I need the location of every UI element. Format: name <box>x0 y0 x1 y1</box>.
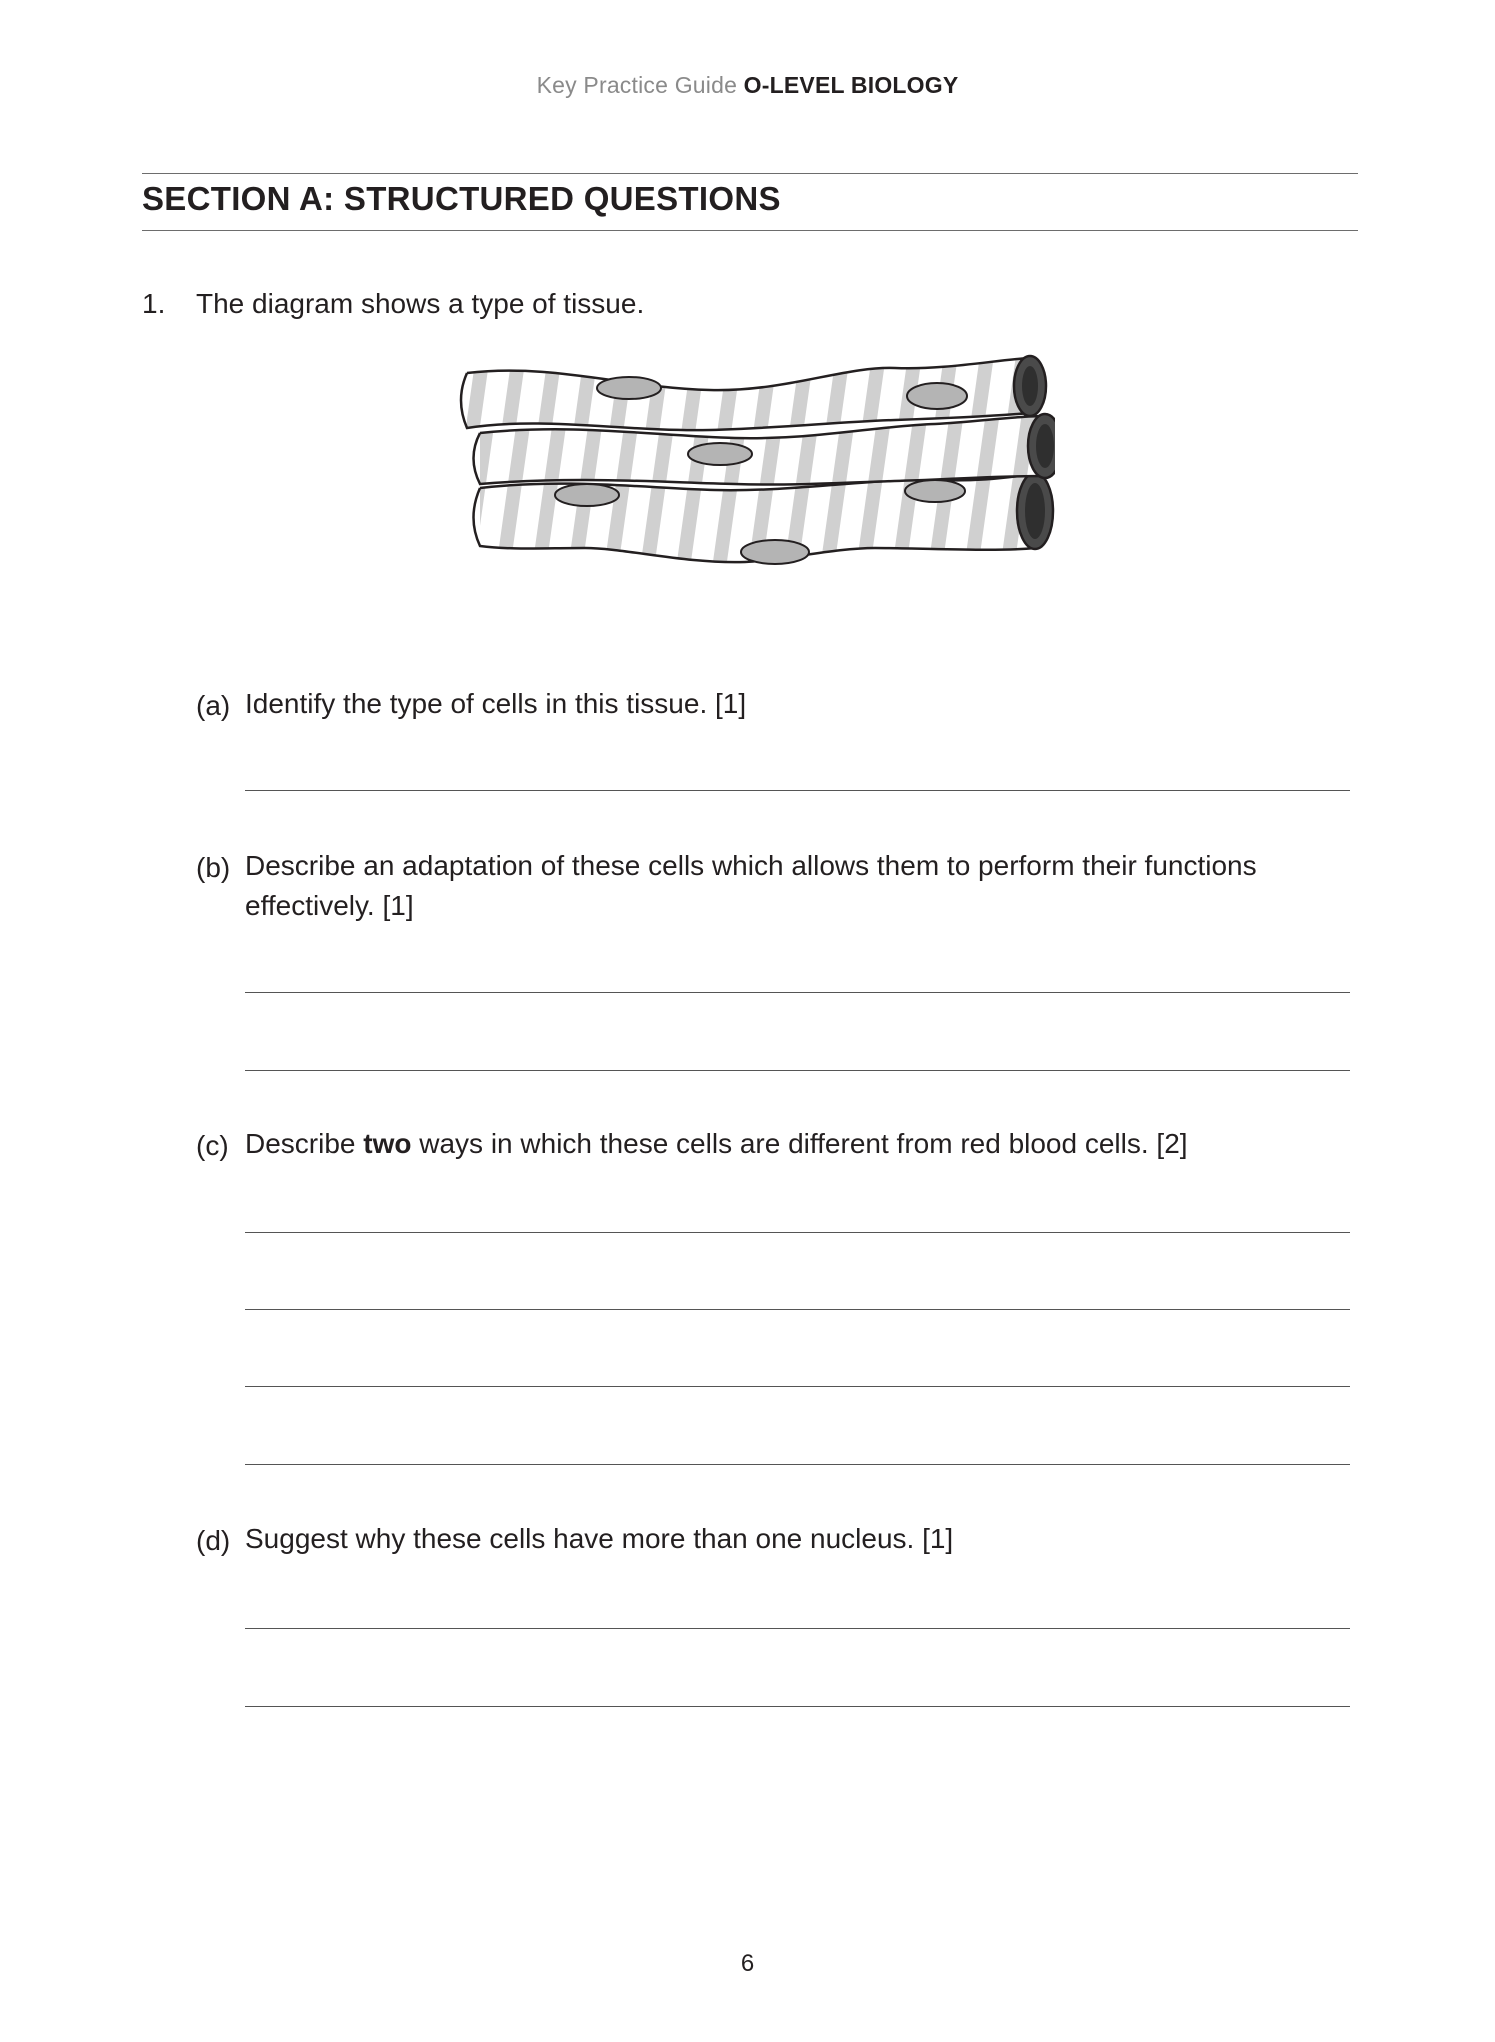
part-b-text: Describe an adaptation of these cells which allows them to perform their functions effectively. [1] <box>245 850 1257 921</box>
section-rule-bottom <box>142 230 1358 231</box>
nucleus <box>555 484 619 506</box>
part-c-text <box>245 1124 1345 1164</box>
nucleus <box>907 383 967 409</box>
question-stem: The diagram shows a type of tissue. <box>196 288 645 319</box>
tissue-diagram <box>455 348 1055 588</box>
nucleus <box>688 443 752 465</box>
answer-line-c4[interactable] <box>245 1464 1350 1465</box>
running-header <box>0 72 1495 99</box>
page-number: 6 <box>740 1950 755 1977</box>
answer-line-c3[interactable] <box>245 1386 1350 1387</box>
nucleus <box>597 377 661 399</box>
answer-line-c2[interactable] <box>245 1309 1350 1310</box>
part-d-label: (d) <box>196 1525 231 1556</box>
part-d-text: Suggest why these cells have more than one nucleus. [1] <box>245 1523 954 1554</box>
question-number: 1. <box>142 288 166 319</box>
answer-line-b2[interactable] <box>245 1070 1350 1071</box>
answer-line-a1[interactable] <box>245 790 1350 791</box>
part-c-text-after: ways in which these cells are different from red blood cells. [2] <box>411 1128 1188 1159</box>
part-c-text-bold: two <box>363 1128 412 1159</box>
part-c-text-before: Describe <box>245 1128 364 1159</box>
answer-line-d1[interactable] <box>245 1628 1350 1629</box>
part-a-label: (a) <box>196 690 231 721</box>
subject-label: O-LEVEL BIOLOGY <box>743 72 959 98</box>
part-c-label: (c) <box>196 1130 229 1161</box>
answer-line-c1[interactable] <box>245 1232 1350 1233</box>
answer-line-d2[interactable] <box>245 1706 1350 1707</box>
section-title: SECTION A: STRUCTURED QUESTIONS <box>142 180 781 217</box>
answer-line-b1[interactable] <box>245 992 1350 993</box>
part-a-text: Identify the type of cells in this tissue. [1] <box>245 688 747 719</box>
section-rule-top <box>142 173 1358 174</box>
nucleus <box>905 480 965 502</box>
guide-label: Key Practice Guide <box>536 72 738 98</box>
part-b-label: (b) <box>196 852 231 883</box>
nucleus <box>741 540 809 564</box>
